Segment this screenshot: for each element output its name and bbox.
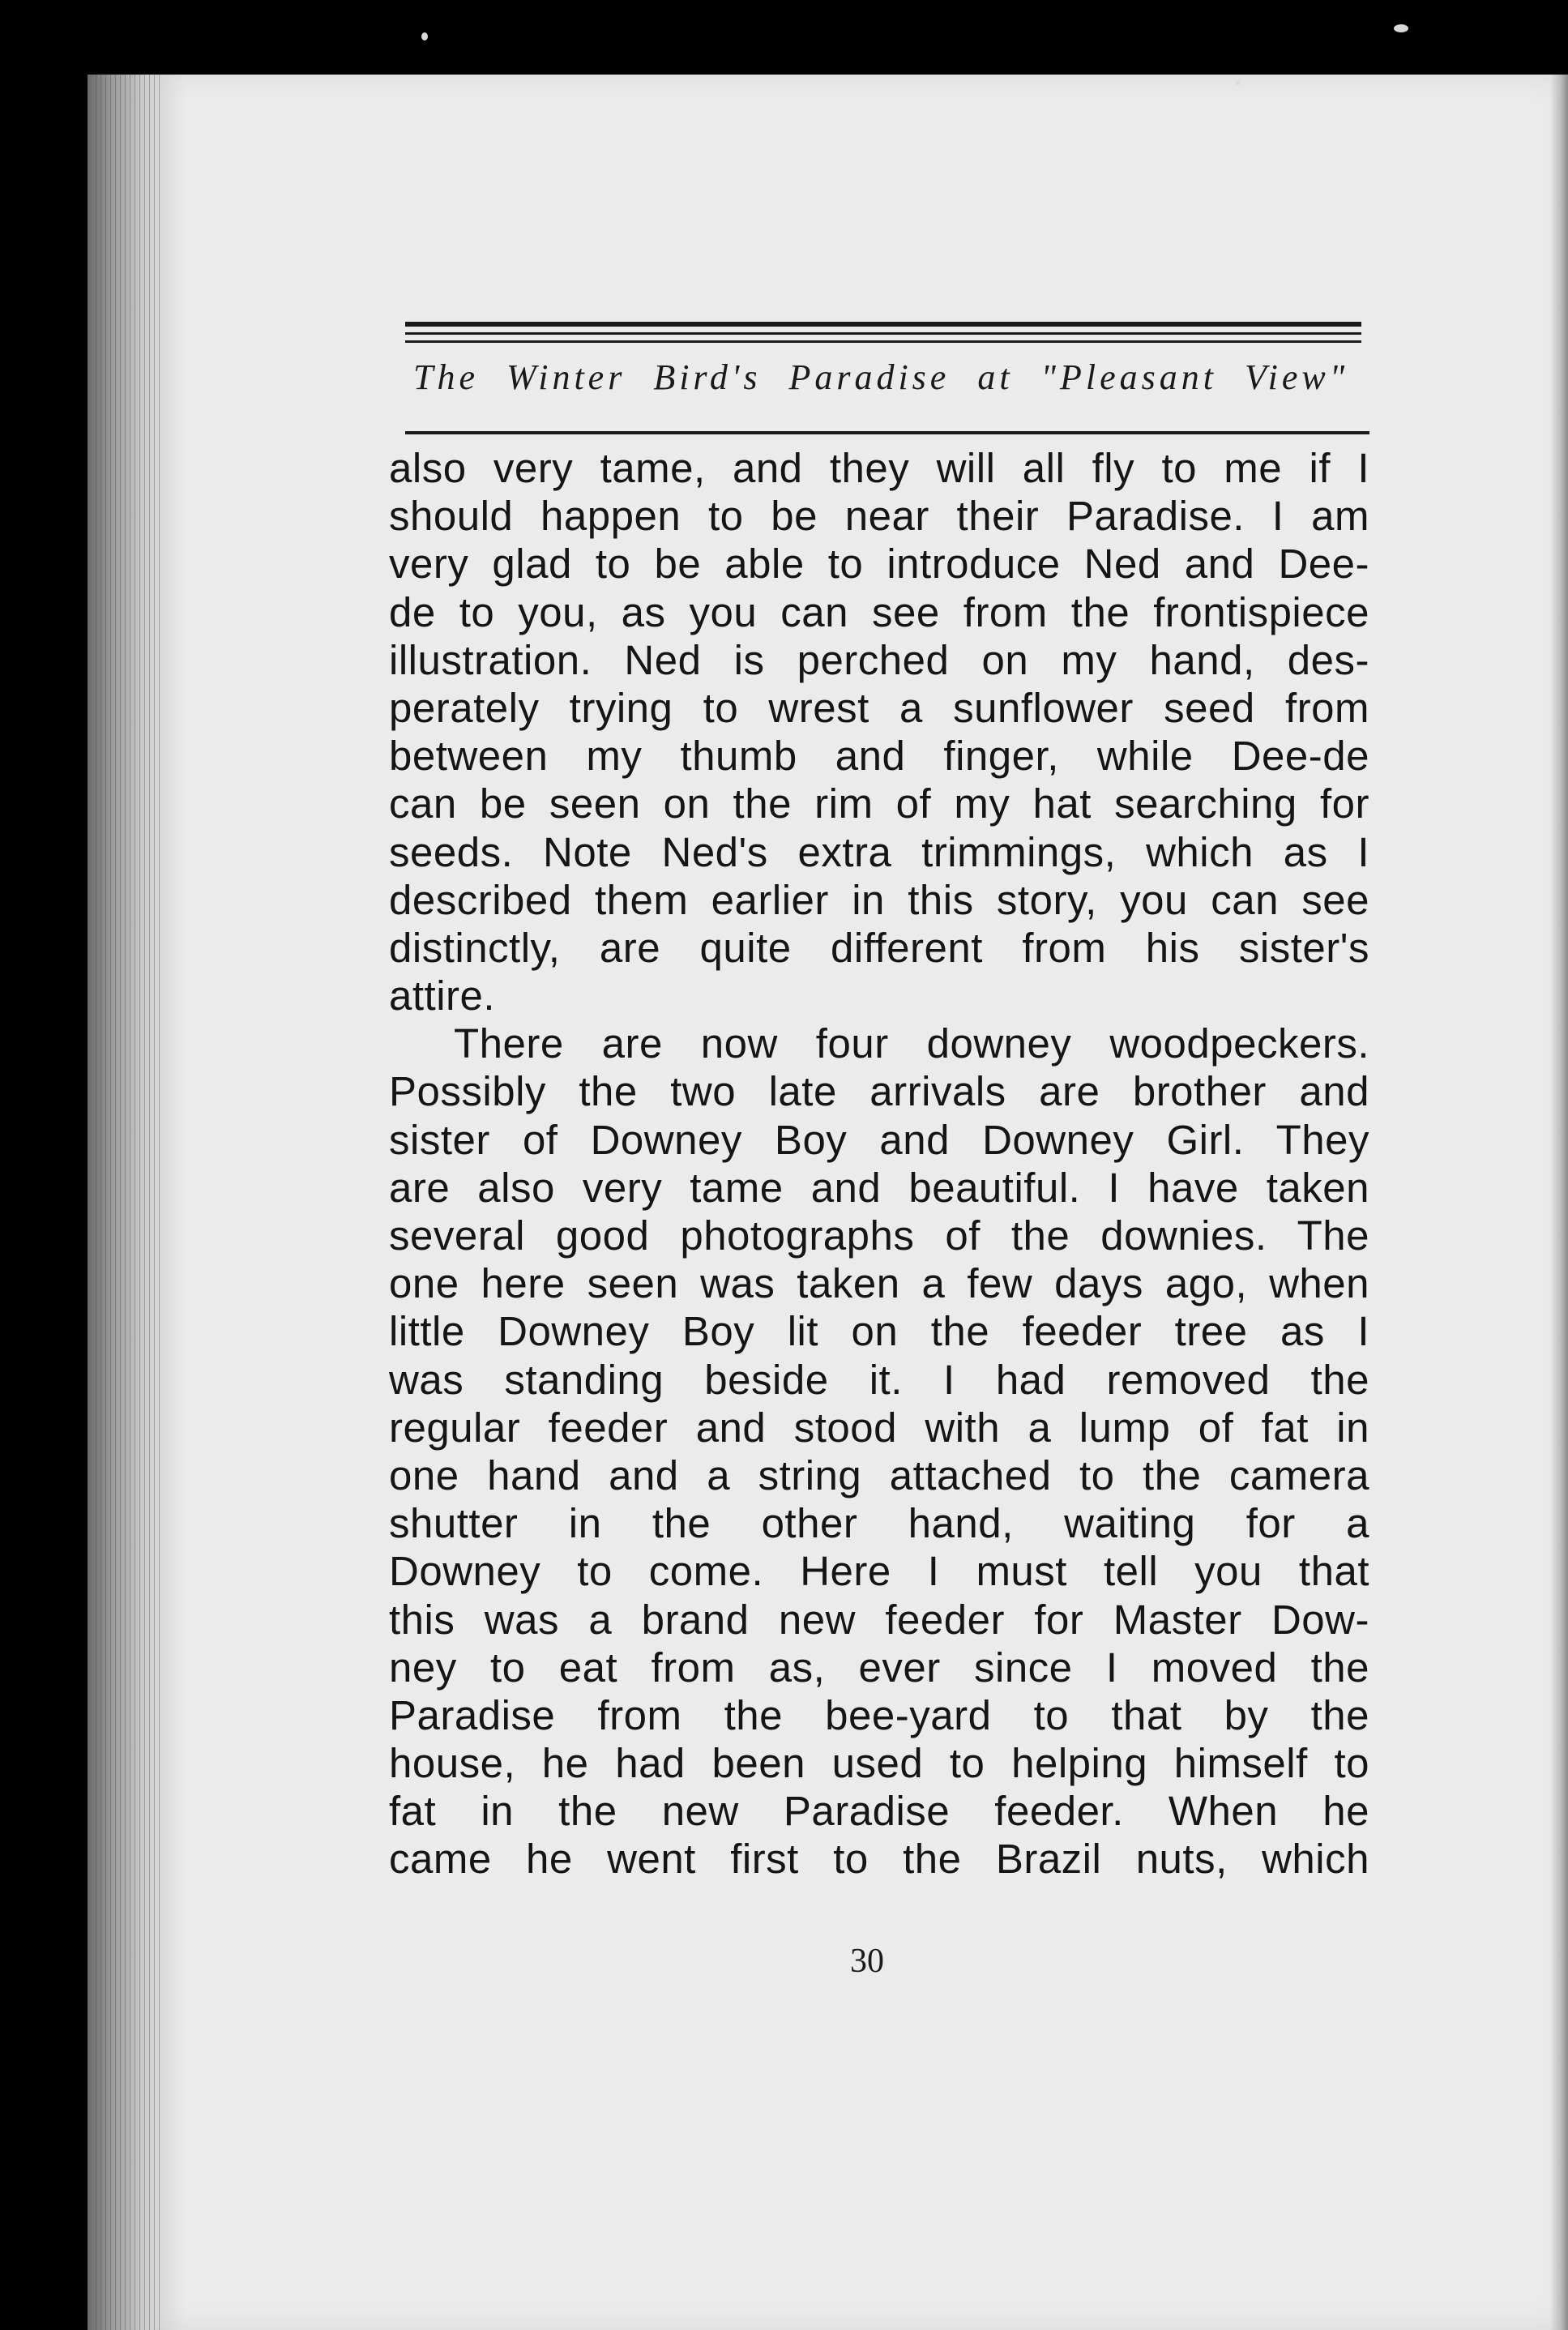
text-line: should happen to be near their Paradise. I am <box>389 493 1369 540</box>
header-rule-bottom <box>405 431 1369 434</box>
text-line: also very tame, and they will all fly to me if I <box>389 445 1369 491</box>
page-right-edge <box>1550 75 1568 2330</box>
text-line: one hand and a string attached to the camera <box>389 1451 1369 1498</box>
text-line: described them earlier in this story, you can see <box>389 876 1369 923</box>
text-line: came he went first to the Brazil nuts, which <box>389 1836 1369 1883</box>
text-line: Possibly the two late arrivals are brother and <box>389 1068 1369 1115</box>
text-line: ney to eat from as, ever since I moved the <box>389 1644 1369 1691</box>
text-line: this was a brand new feeder for Master Dow- <box>389 1596 1369 1643</box>
text-line: shutter in the other hand, waiting for a <box>389 1500 1369 1547</box>
page-number: 30 <box>850 1943 884 1980</box>
text-line: several good photographs of the downies. The <box>389 1212 1369 1259</box>
text-line: are also very tame and beautiful. I have taken <box>389 1164 1369 1211</box>
text-line: very glad to be able to introduce Ned and Dee- <box>389 541 1369 588</box>
text-line: can be seen on the rim of my hat searching for <box>389 780 1369 827</box>
running-head: The Winter Bird's Paradise at "Pleasant View" <box>413 357 1349 397</box>
text-line: little Downey Boy lit on the feeder tree as I <box>389 1308 1369 1355</box>
text-line: one here seen was taken a few days ago, when <box>389 1260 1369 1307</box>
scan-speck <box>421 32 428 41</box>
header-rule-top <box>405 322 1361 327</box>
text-line: Downey to come. Here I must tell you that <box>389 1548 1369 1595</box>
text-line: Paradise from the bee-yard to that by the <box>389 1691 1369 1738</box>
text-line: seeds. Note Ned's extra trimmings, which as I <box>389 828 1369 875</box>
text-line: was standing beside it. I had removed the <box>389 1356 1369 1403</box>
scan-speck <box>1394 24 1408 32</box>
text-line: perately trying to wrest a sunflower seed from <box>389 684 1369 731</box>
text-line: distinctly, are quite different from his sister's <box>389 924 1369 971</box>
text-line: sister of Downey Boy and Downey Girl. They <box>389 1116 1369 1163</box>
text-line: fat in the new Paradise feeder. When he <box>389 1788 1369 1835</box>
text-line: There are now four downey woodpeckers. <box>454 1020 1369 1067</box>
text-line: attire. <box>389 973 496 1020</box>
scan-speck <box>1236 81 1240 85</box>
text-line: illustration. Ned is perched on my hand, des- <box>389 636 1369 683</box>
paragraph-2 <box>389 1020 1369 1883</box>
page-stack-edges <box>96 75 160 2330</box>
text-line: regular feeder and stood with a lump of fat in <box>389 1404 1369 1451</box>
header-rule-lower <box>405 340 1361 343</box>
header-rule-middle <box>405 332 1361 335</box>
text-line: between my thumb and finger, while Dee-de <box>389 733 1369 780</box>
page-body <box>389 444 1369 1883</box>
text-line: house, he had been used to helping himself to <box>389 1740 1369 1787</box>
paragraph-1 <box>389 444 1369 1020</box>
text-line: de to you, as you can see from the frontispiece <box>389 588 1369 635</box>
